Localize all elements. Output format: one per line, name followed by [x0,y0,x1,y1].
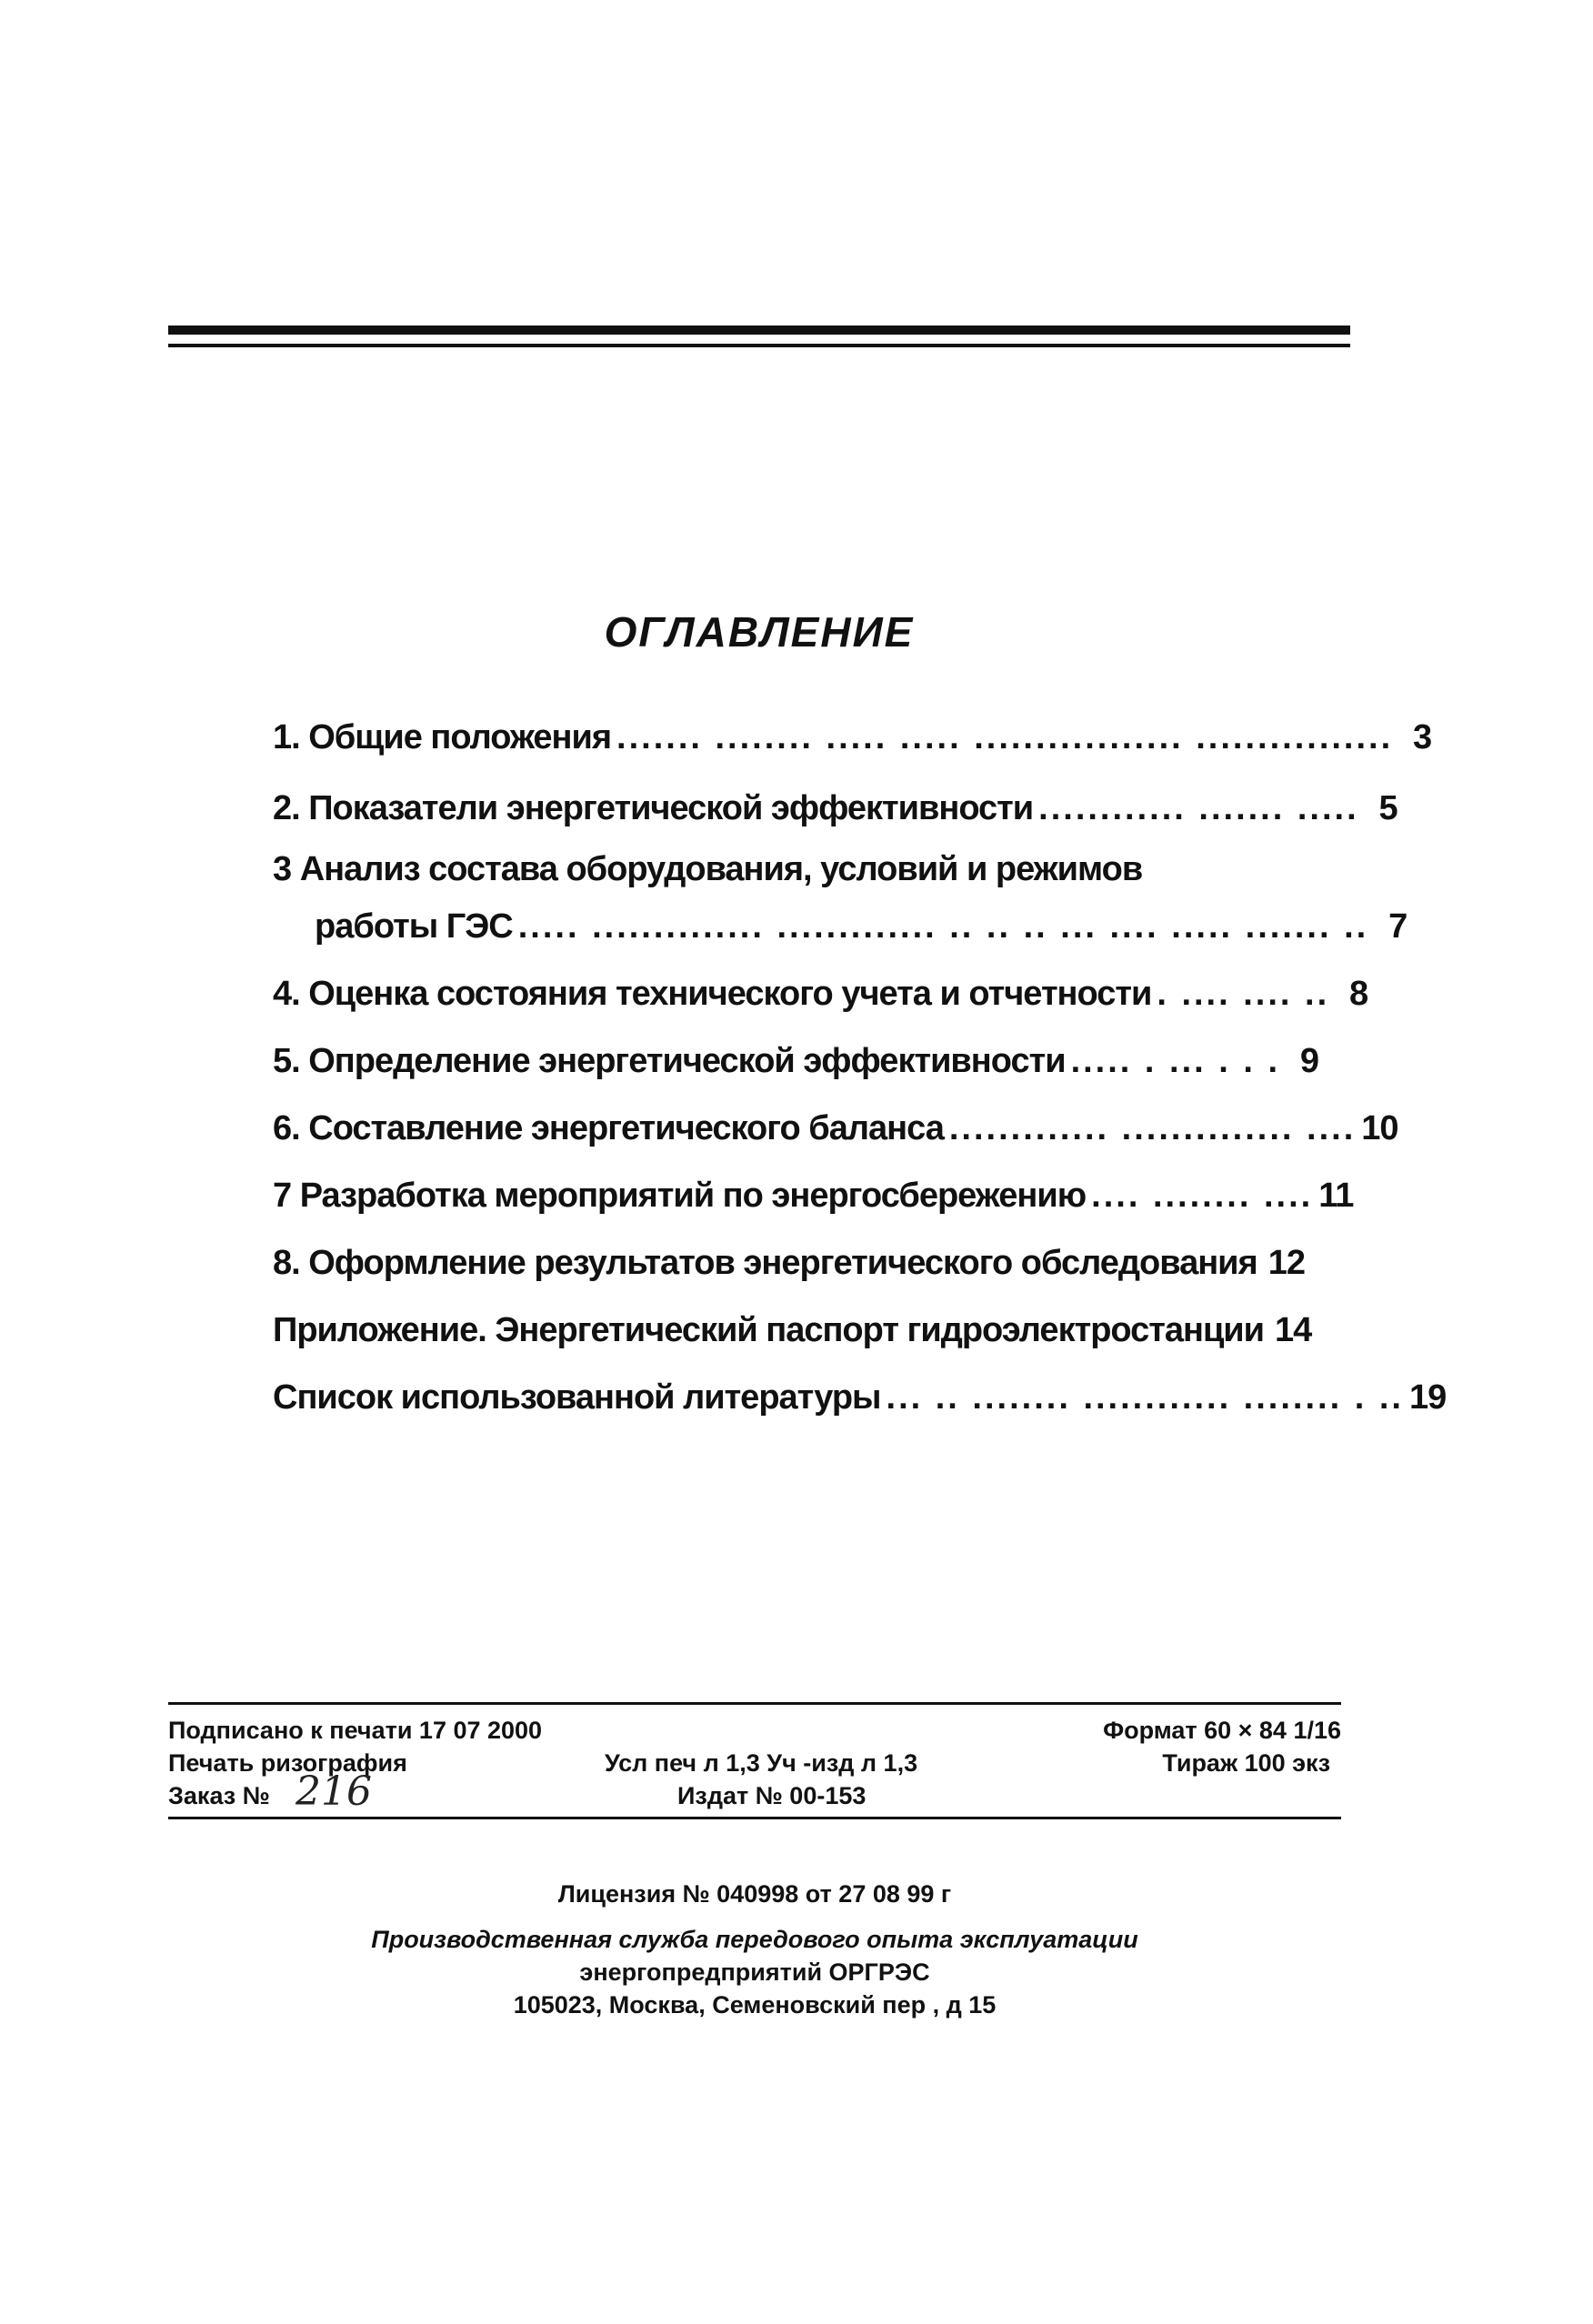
toc-title: ОГЛАВЛЕНИЕ [604,608,915,656]
toc-entry-leader: ..... . ... . . . [1070,1042,1281,1080]
publisher-line-1: Производственная служба передового опыта эксплуатации [371,1926,1138,1953]
toc-entry-page: 5 [1378,789,1398,827]
toc-entry[interactable] [273,898,1408,946]
toc-entry-leader: ............. .............. .... [948,1109,1357,1147]
paper-format: Формат 60 × 84 1/16 [1103,1717,1341,1744]
toc-entry[interactable] [273,1235,1305,1282]
toc-entry-text: 5. Определение энергетической эффективности [273,1042,1066,1080]
toc-entry[interactable] [273,1369,1447,1417]
toc-entry-leader: ....... ........ ..... ..... ................. ................ [616,718,1394,756]
header-rule-thick [168,326,1350,335]
toc-entry-leader: . .... .... .. [1157,975,1330,1013]
license-line: Лицензия № 040998 от 27 08 99 г [557,1880,952,1908]
toc-entry-leader: .... ........ .... [1091,1177,1314,1215]
toc-entry[interactable] [273,1100,1398,1147]
print-method: Печать ризография [168,1749,407,1777]
toc-entry-page: 19 [1408,1378,1447,1417]
toc-entry-text-continued: работы ГЭС [315,907,513,946]
toc-entry[interactable] [273,1167,1354,1215]
print-run: Тираж 100 экз [1162,1749,1330,1777]
imprint-block [168,1714,1341,1815]
order-number-handwritten: 216 [296,1768,372,1815]
toc-entry-page: 10 [1361,1109,1398,1147]
publisher-line-2: энергопредприятий ОРГРЭС [579,1958,930,1986]
toc-entry-page: 9 [1299,1042,1319,1080]
toc-entry[interactable] [273,780,1398,827]
toc-entry-text: 2. Показатели энергетической эффективности [273,789,1034,827]
order-label: Заказ № [168,1782,270,1809]
toc-entry-page: 12 [1267,1244,1305,1282]
toc-entry-text: Приложение. Энергетический паспорт гидроэлектростанции [273,1311,1265,1349]
toc-entry-leader: ..... .............. ............. .. .. .. ... .... ..... ....... .. [517,907,1369,946]
toc-entry-page: 14 [1275,1311,1312,1349]
toc-entry-text: Список использованной литературы [273,1378,881,1417]
publisher-address: 105023, Москва, Семеновский пер , д 15 [513,1991,997,2018]
toc-entry-text: 4. Оценка состояния технического учета и отчетности [273,975,1152,1013]
toc-entry-page: 3 [1413,718,1432,756]
header-rule-thin [168,344,1350,347]
toc-entry-leader: ... .. ........ ............ ........ . .. [886,1378,1404,1417]
imprint-rule-bottom [168,1817,1341,1819]
toc-entry[interactable] [273,966,1368,1013]
toc-entry[interactable] [273,709,1432,756]
toc-entry-text: 6. Составление энергетического баланса [273,1109,944,1147]
toc-entry-text: 7 Разработка мероприятий по энергосбережению [273,1177,1087,1215]
edition-number: Издат № 00-153 [677,1782,867,1809]
toc-entry-page: 7 [1388,907,1408,946]
toc-entry-leader: ............ ....... ..... [1038,789,1359,827]
imprint-rule-top [168,1702,1341,1705]
toc-entry-text: 8. Оформление результатов энергетического обследования [273,1244,1257,1282]
print-sheets: Усл печ л 1,3 Уч -изд л 1,3 [605,1749,918,1777]
toc-entry[interactable] [273,1302,1312,1349]
toc-entry-page: 8 [1349,975,1368,1013]
toc-entry-text: 3 Анализ состава оборудования, условий и режимов [273,850,1143,888]
signed-date: Подписано к печати 17 07 2000 [168,1717,543,1744]
toc-entry-text: 1. Общие положения [273,718,612,756]
toc-entry[interactable] [273,1033,1319,1080]
toc-entry-page: 11 [1318,1177,1354,1215]
